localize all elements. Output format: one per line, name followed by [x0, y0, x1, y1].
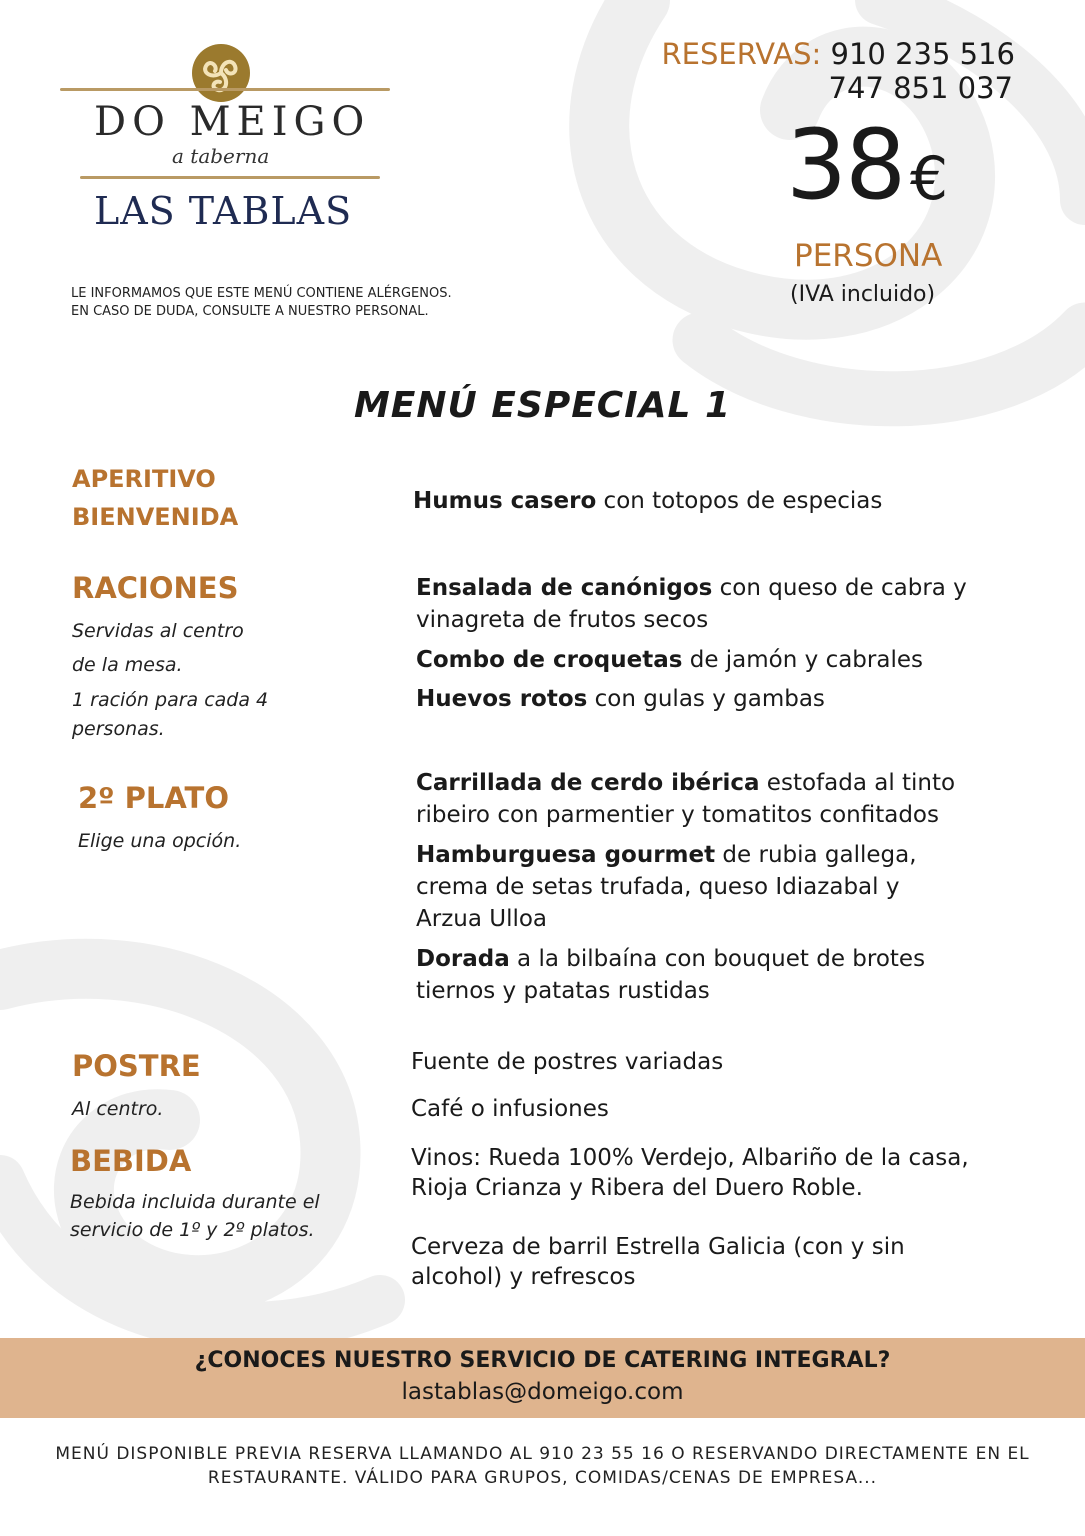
allergen-notice-line2: EN CASO DE DUDA, CONSULTE A NUESTRO PERSONAL. — [71, 304, 429, 319]
menu-title: MENÚ ESPECIAL 1 — [353, 385, 731, 426]
reservations-line — [662, 36, 1016, 72]
logo-top-stroke — [60, 88, 390, 91]
segundo-note: Elige una opción. — [78, 830, 242, 852]
segundo-dish-2-desc-cont: crema de setas trufada, queso Idiazabal y — [416, 874, 900, 900]
catering-banner — [0, 1338, 1085, 1418]
logo-location: LAS TABLAS — [94, 189, 353, 233]
postre-title: POSTRE — [72, 1049, 201, 1083]
raciones-dish-1-desc-cont: vinagreta de frutos secos — [416, 607, 709, 633]
segundo-dish-1-desc-cont: ribeiro con parmentier y tomatitos confitados — [416, 802, 939, 828]
aperitivo-title-line1: APERITIVO — [72, 465, 216, 493]
raciones-dish-2 — [416, 644, 923, 676]
raciones-dish-2-name: Combo de croquetas — [416, 647, 683, 673]
segundo-dish-3-desc-cont: tiernos y patatas rustidas — [416, 978, 710, 1004]
logo-name: DO MEIGO — [94, 99, 371, 145]
price-tax-note: (IVA incluido) — [790, 282, 936, 307]
raciones-dish-1 — [416, 572, 967, 636]
raciones-note-line1: Servidas al centro — [72, 620, 244, 642]
restaurant-logo — [60, 40, 390, 240]
postre-item-2: Café o infusiones — [411, 1096, 609, 1122]
aperitivo-dish-desc: con totopos de especias — [596, 488, 883, 514]
raciones-dish-3 — [416, 683, 825, 715]
raciones-title: RACIONES — [72, 571, 239, 605]
segundo-dish-1-desc: estofada al tinto — [759, 770, 956, 796]
segundo-dish-3-desc: a la bilbaína con bouquet de brotes — [509, 946, 926, 972]
footer-notice-line2: RESTAURANTE. VÁLIDO PARA GRUPOS, COMIDAS/CENAS DE EMPRESA... — [207, 1468, 878, 1488]
price-block — [760, 110, 970, 230]
segundo-dish-3-name: Dorada — [416, 946, 510, 972]
segundo-dish-2-desc: de rubia gallega, — [715, 842, 917, 868]
bebida-note-line2: servicio de 1º y 2º platos. — [70, 1219, 315, 1241]
bebida-note — [70, 1188, 320, 1244]
aperitivo-title-line2: BIENVENIDA — [72, 503, 239, 531]
reservations-label: RESERVAS: — [661, 37, 822, 71]
bebida-wines-line1: Vinos: Rueda 100% Verdejo, Albariño de la casa, — [411, 1145, 969, 1171]
raciones-dish-1-desc: con queso de cabra y — [712, 575, 967, 601]
price-unit: PERSONA — [794, 238, 943, 274]
price-amount: 38 — [786, 109, 905, 221]
segundo-dish-1-name: Carrillada de cerdo ibérica — [416, 770, 760, 796]
bebida-beer — [411, 1232, 905, 1292]
raciones-note-line3: 1 ración para cada 4 — [72, 689, 269, 711]
footer-notice-line1: MENÚ DISPONIBLE PREVIA RESERVA LLAMANDO AL 910 23 55 16 O RESERVANDO DIRECTAMENTE EN EL — [55, 1444, 1030, 1464]
postre-item-1: Fuente de postres variadas — [411, 1049, 724, 1075]
bebida-note-line1: Bebida incluida durante el — [70, 1191, 320, 1213]
raciones-dish-1-name: Ensalada de canónigos — [416, 575, 713, 601]
segundo-dish-3 — [416, 943, 925, 1007]
segundo-dish-1 — [416, 767, 955, 831]
catering-email[interactable]: lastablas@domeigo.com — [401, 1379, 684, 1405]
segundo-title: 2º PLATO — [78, 781, 229, 815]
reservations-phone-2[interactable]: 747 851 037 — [828, 71, 1013, 105]
catering-question: ¿CONOCES NUESTRO SERVICIO DE CATERING INTEGRAL? — [194, 1348, 891, 1373]
segundo-dish-2 — [416, 839, 917, 935]
raciones-note-line4: personas. — [72, 718, 165, 740]
postre-note: Al centro. — [72, 1098, 164, 1120]
reservations-phone-1[interactable]: 910 235 516 — [830, 37, 1015, 71]
segundo-dish-2-name: Hamburguesa gourmet — [416, 842, 716, 868]
raciones-dish-3-name: Huevos rotos — [416, 686, 588, 712]
bebida-wines-line2: Rioja Crianza y Ribera del Duero Roble. — [411, 1175, 863, 1201]
logo-subtitle: a taberna — [172, 144, 270, 168]
raciones-dish-3-desc: con gulas y gambas — [587, 686, 825, 712]
bebida-wines — [411, 1143, 969, 1203]
allergen-notice-line1: LE INFORMAMOS QUE ESTE MENÚ CONTIENE ALÉRGENOS. — [71, 286, 452, 301]
allergen-notice — [71, 285, 452, 321]
aperitivo-dish — [413, 485, 882, 517]
aperitivo-dish-name: Humus casero — [413, 488, 597, 514]
aperitivo-title — [72, 460, 238, 536]
raciones-dish-2-desc: de jamón y cabrales — [682, 647, 923, 673]
footer-notice — [0, 1442, 1085, 1490]
price-currency: € — [910, 144, 949, 214]
raciones-note-line2: de la mesa. — [72, 654, 183, 676]
triskele-icon — [190, 42, 252, 104]
logo-bottom-stroke — [80, 176, 380, 179]
segundo-dish-2-desc-cont2: Arzua Ulloa — [416, 906, 548, 932]
raciones-note — [72, 614, 268, 740]
bebida-beer-line2: alcohol) y refrescos — [411, 1264, 636, 1290]
bebida-title: BEBIDA — [70, 1144, 192, 1178]
bebida-beer-line1: Cerveza de barril Estrella Galicia (con y sin — [411, 1234, 905, 1260]
